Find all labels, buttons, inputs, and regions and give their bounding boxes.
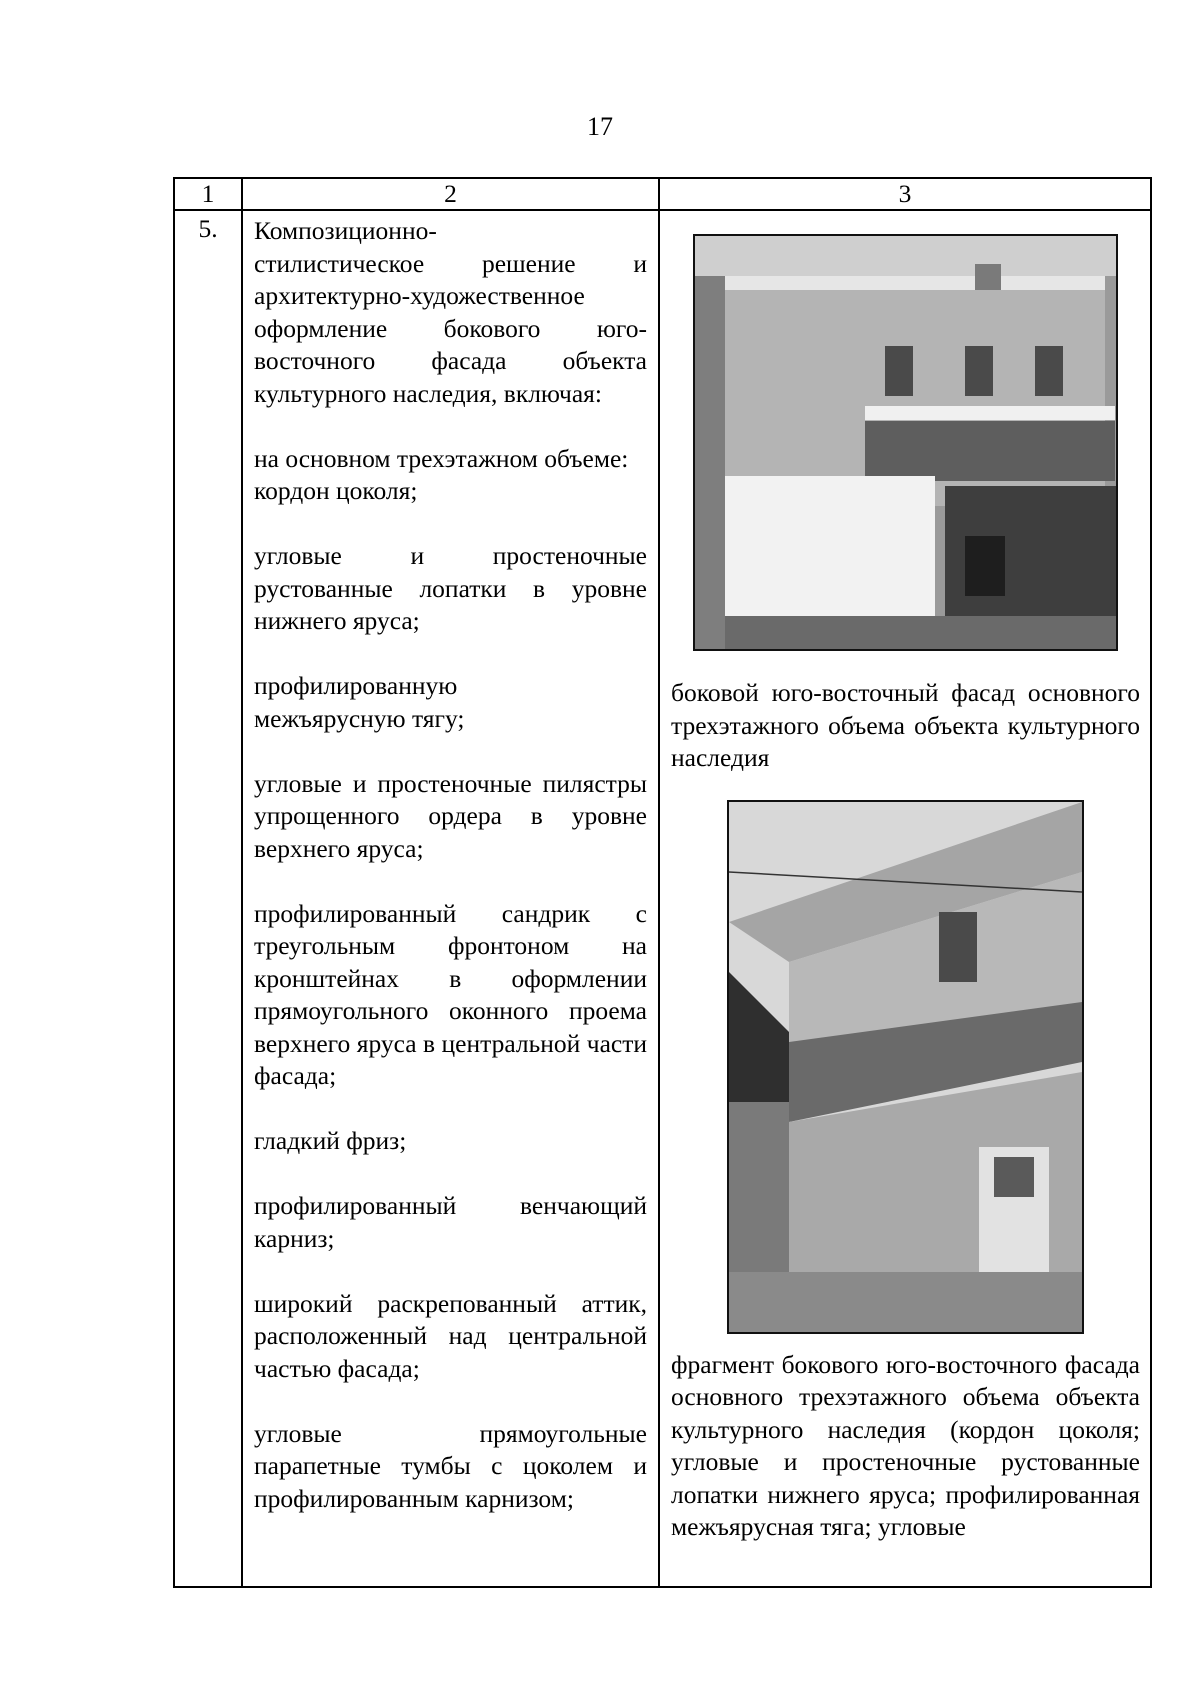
item-main-volume: на основном трехэтажном объеме:: [254, 443, 629, 473]
row-description: [242, 210, 659, 1587]
facade-photo: [693, 234, 1118, 651]
row-number: 5.: [174, 210, 242, 1587]
table-header-row: [174, 178, 1151, 210]
photo-caption-1: боковой юго-восточный фасад основного трехэтажного объема объекта культурного наследия: [671, 678, 1140, 772]
item-attic: широкий раскрепованный аттик, расположенный над центральной частью фасада;: [254, 1288, 647, 1383]
column-header-2: 2: [242, 178, 659, 210]
column-header-1: 1: [174, 178, 242, 210]
item-parapet-posts: угловые прямоугольные парапетные тумбы с цоколем и профилированным карнизом;: [254, 1418, 647, 1513]
item-crowning-cornice: профилированный венчающий карниз;: [254, 1191, 647, 1253]
item-frieze: гладкий фриз;: [254, 1126, 407, 1155]
item-sandrik: профилированный сандрик с треугольным фронтоном на кронштейнах в оформлении прямоугольного оконного проема верхнего яруса в центральной части фасада;: [254, 898, 647, 1090]
photo-caption-2: фрагмент бокового юго-восточного фасада основного трехэтажного объема объекта культурного наследия (кордон цоколя; угловые и простеночные рустованные лопатки нижнего яруса; профилированная межъярусная тяга; угловые: [671, 1349, 1140, 1541]
facade-photo-image: [695, 236, 1116, 649]
heritage-table: [173, 177, 1152, 1588]
item-plinth-cordon: кордон цоколя;: [254, 476, 418, 505]
item-pilasters: угловые и простеночные пилястры упрощенного ордера в уровне верхнего яруса;: [254, 768, 647, 863]
row-photos: [659, 210, 1151, 1587]
item-rusticated-lesenes: угловые и простеночные рустованные лопатки в уровне нижнего яруса;: [254, 541, 647, 635]
column-header-3: 3: [659, 178, 1151, 210]
item-interstory-cornice: профилированную межъярусную тягу;: [254, 671, 465, 733]
facade-fragment-photo: [727, 800, 1084, 1334]
page-number: 17: [587, 112, 613, 141]
facade-fragment-photo-image: [729, 802, 1082, 1332]
table-row: [174, 210, 1151, 1587]
intro-text: стилистическое решение и архитектурно-художественное оформление бокового юго-восточного фасада объекта культурного наследия, включая:: [254, 248, 647, 408]
intro-heading: Композиционно-: [254, 216, 437, 245]
